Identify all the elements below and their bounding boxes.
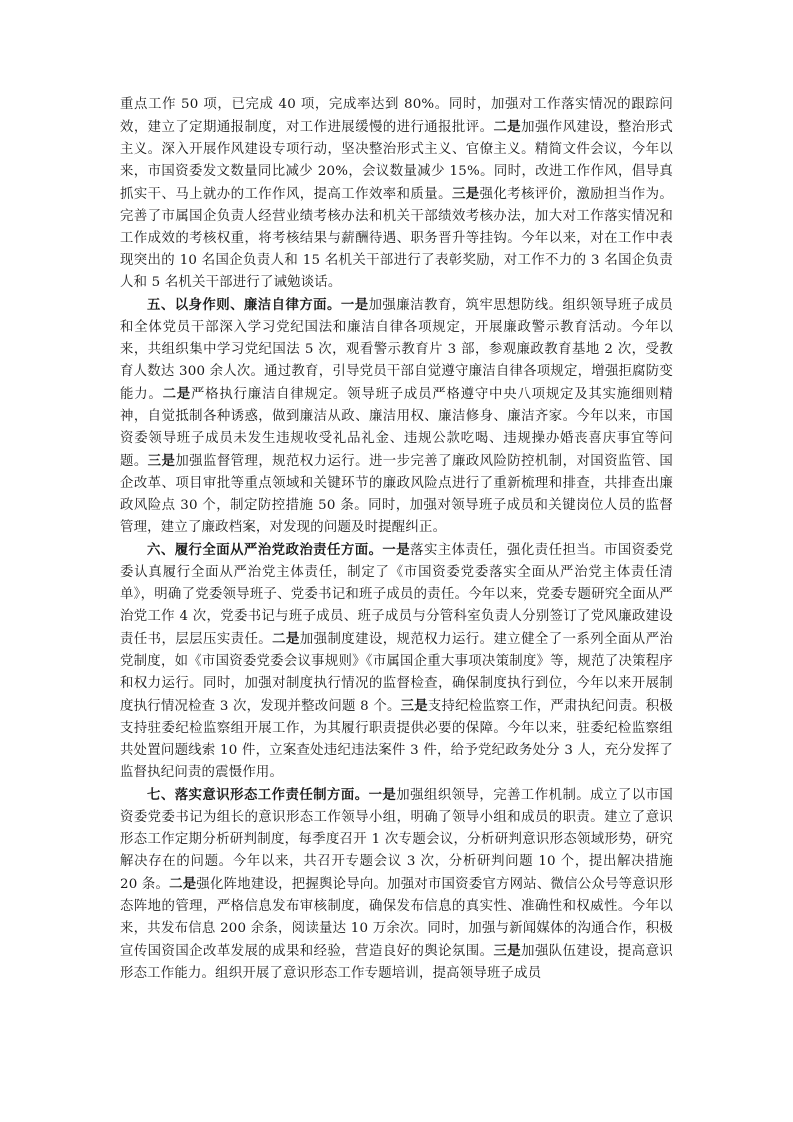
point-one-marker: 一是 xyxy=(368,787,397,803)
point-three-marker: 三是 xyxy=(400,698,428,714)
point-three-marker: 三是 xyxy=(147,453,176,469)
point-three-marker: 三是 xyxy=(451,186,480,202)
paragraph-text: 加强队伍建设，提高意识形态工作能力。组织开展了意识形态工作专题培训，提高领导班子成员 xyxy=(120,944,674,981)
paragraph-text: 强化考核评价，激励担当作为。完善了市属国企负责人经营业绩考核办法和机关干部绩效考核办法，加大对工作落实情况和工作成效的考核权重，将考核结果与薪酬待遇、职务晋升等挂钩。今年以来，对在工作中表现突出的 10 名国企负责人和 15 名机关干部进行了表彰奖励，对工作不力的 3 名国企负责人和 5 名机关干部进行了诫勉谈话。 xyxy=(120,187,673,290)
paragraph-text: 加强组织领导，完善工作机制。成立了以市国资委党委书记为组长的意识形态工作领导小组，明确了领导小组和成员的职责。建立了意识形态工作定期分析研判制度，每季度召开 1 次专题会议，分析研判意识形态领域形势，研究解决存在的问题。今年以来，共召开专题会议 3 次，分析研判问题 10 个，提出解决措施 20 条。 xyxy=(120,788,673,892)
paragraph-text: 强化阵地建设，把握舆论导向。加强对市国资委官方网站、微信公众号等意识形态阵地的管理，严格信息发布审核制度，确保发布信息的真实性、准确性和权威性。今年以来，共发布信息 200 余条，阅读量达 10 万余次。同时，加强与新闻媒体的沟通合作，积极宣传国资国企改革发展的成果和经验，营造良好的舆论氛围。 xyxy=(120,877,674,959)
paragraph-text: 加强作风建设，整治形式主义。深入开展作风建设专项行动，坚决整治形式主义、官僚主义。精简文件会议，今年以来，市国资委发文数量同比减少 20%，会议数量减少 15%。同时，改进工作作风，倡导真抓实干、马上就办的工作作风，提高工作效率和质量。 xyxy=(120,120,674,202)
paragraph-section-six xyxy=(120,539,673,784)
paragraph-text: 加强制度建设，规范权力运行。建立健全了一系列全面从严治党制度，如《市国资委党委会议事规则》《市属国企重大事项决策制度》等，规范了决策程序和权力运行。同时，加强对制度执行情况的监督检查，确保制度执行到位，今年以来开展制度执行情况检查 3 次，发现并整改问题 8 个。 xyxy=(120,632,673,714)
section-five-heading: 五、以身作则、廉洁自律方面。 xyxy=(147,297,341,313)
paragraph-section-seven xyxy=(120,784,673,985)
document-page xyxy=(120,94,673,985)
paragraph-work-style xyxy=(120,94,673,294)
paragraph-text: 支持纪检监察工作，严肃执纪问责。积极支持驻委纪检监察组开展工作，为其履行职责提供必要的保障。今年以来，驻委纪检监察组共处置问题线索 10 件，立案查处违纪违法案件 3 件，给予党纪政务处分 3 人，充分发挥了监督执纪问责的震慑作用。 xyxy=(120,699,673,780)
point-one-marker: 一是 xyxy=(340,297,369,313)
paragraph-section-five xyxy=(120,294,673,539)
paragraph-text: 重点工作 50 项，已完成 40 项，完成率达到 80%。同时，加强对工作落实情况的跟踪问效，建立了定期通报制度，对工作进展缓慢的进行通报批评。 xyxy=(120,97,673,135)
point-two-marker: 二是 xyxy=(272,631,300,647)
point-two-marker: 二是 xyxy=(493,119,522,135)
paragraph-text: 落实主体责任，强化责任担当。市国资委党委认真履行全面从严治党主体责任，制定了《市国资委党委落实全面从严治党主体责任清单》，明确了党委领导班子、党委书记和班子成员的责任。今年以来，党委专题研究全面从严治党工作 4 次，党委书记与班子成员、班子成员与分管科室负责人分别签订了党风廉政建设责任书，层层压实责任。 xyxy=(120,543,673,647)
point-two-marker: 二是 xyxy=(169,876,197,892)
section-seven-heading: 七、落实意识形态工作责任制方面。 xyxy=(147,787,369,803)
paragraph-text: 加强监督管理，规范权力运行。进一步完善了廉政风险防控机制，对国资监管、国企改革、项目审批等重点领域和关键环节的廉政风险点进行了重新梳理和排查，共排查出廉政风险点 30 个，制定防控措施 50 条。同时，加强对领导班子成员和关键岗位人员的监督管理，建立了廉政档案，对发现的问题及时提醒纠正。 xyxy=(120,454,674,535)
point-three-marker: 三是 xyxy=(493,943,522,959)
point-one-marker: 一是 xyxy=(382,542,411,558)
paragraph-text: 严格执行廉洁自律规定。领导班子成员严格遵守中央八项规定及其实施细则精神，自觉抵制各种诱惑，做到廉洁从政、廉洁用权、廉洁修身、廉洁齐家。今年以来，市国资委领导班子成员未发生违规收受礼品礼金、违规公款吃喝、违规操办婚丧喜庆事宜等问题。 xyxy=(120,387,673,469)
point-two-marker: 二是 xyxy=(162,386,191,402)
paragraph-text: 加强廉洁教育，筑牢思想防线。组织领导班子成员和全体党员干部深入学习党纪国法和廉洁自律各项规定，开展廉政警示教育活动。今年以来，共组织集中学习党纪国法 5 次，观看警示教育片 3 部，参观廉政教育基地 2 次，受教育人数达 300 余人次。通过教育，引导党员干部自觉遵守廉洁自律各项规定，增强拒腐防变能力。 xyxy=(120,298,673,402)
section-six-heading: 六、履行全面从严治党政治责任方面。 xyxy=(147,542,383,558)
